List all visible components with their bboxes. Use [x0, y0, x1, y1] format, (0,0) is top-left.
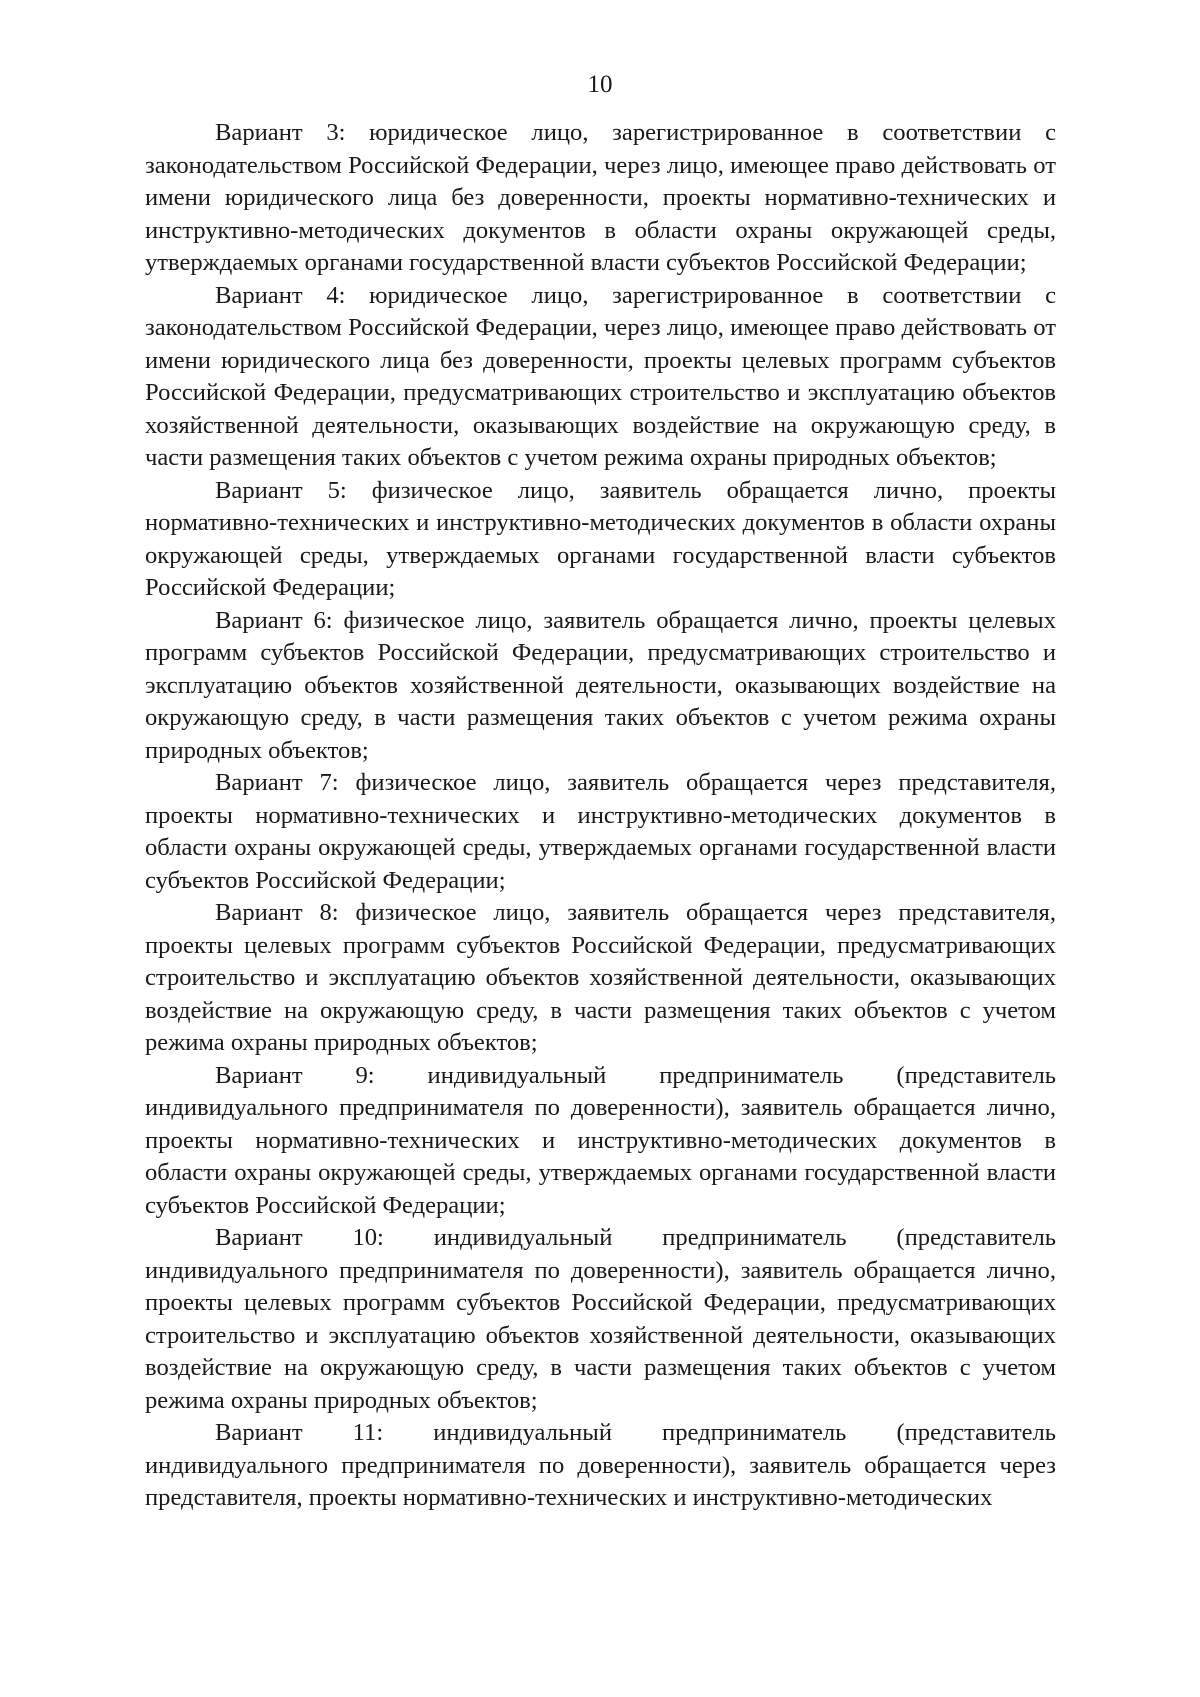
paragraph-variant-3: Вариант 3: юридическое лицо, зарегистрированное в соответствии с законодательством Российской Федерации, через лицо, имеющее право действовать от имени юридического лица без доверенности, проекты нормативно-технических и инструктивно-методических документов в области охраны окружающей среды, утверждаемых органами государственной власти субъектов Российской Федерации; [145, 119, 1056, 276]
paragraph-variant-8: Вариант 8: физическое лицо, заявитель обращается через представителя, проекты целевых программ субъектов Российской Федерации, предусматривающих строительство и эксплуатацию объектов хозяйственной деятельности, оказывающих воздействие на окружающую среду, в части размещения таких объектов с учетом режима охраны природных объектов; [145, 899, 1056, 1056]
document-body [145, 117, 1056, 1515]
paragraph-variant-6: Вариант 6: физическое лицо, заявитель обращается лично, проекты целевых программ субъектов Российской Федерации, предусматривающих строительство и эксплуатацию объектов хозяйственной деятельности, оказывающих воздействие на окружающую среду, в части размещения таких объектов с учетом режима охраны природных объектов; [145, 606, 1056, 764]
paragraph-variant-5: Вариант 5: физическое лицо, заявитель обращается лично, проекты нормативно-технических и инструктивно-методических документов в области охраны окружающей среды, утверждаемых органами государственной власти субъектов Российской Федерации; [145, 476, 1056, 601]
paragraph-variant-11: Вариант 11: индивидуальный предприниматель (представитель индивидуального предпринимателя по доверенности), заявитель обращается через представителя, проекты нормативно-технических и инструктивно-методических [145, 1419, 1056, 1511]
paragraph-variant-9: Вариант 9: индивидуальный предприниматель (представитель индивидуального предпринимателя по доверенности), заявитель обращается лично, проекты нормативно-технических и инструктивно-методических документов в области охраны окружающей среды, утверждаемых органами государственной власти субъектов Российской Федерации; [145, 1061, 1056, 1219]
paragraph-variant-7: Вариант 7: физическое лицо, заявитель обращается через представителя, проекты нормативно-технических и инструктивно-методических документов в области охраны окружающей среды, утверждаемых органами государственной власти субъектов Российской Федерации; [145, 769, 1056, 894]
paragraph-variant-10: Вариант 10: индивидуальный предприниматель (представитель индивидуального предпринимателя по доверенности), заявитель обращается лично, проекты целевых программ субъектов Российской Федерации, предусматривающих строительство и эксплуатацию объектов хозяйственной деятельности, оказывающих воздействие на окружающую среду, в части размещения таких объектов с учетом режима охраны природных объектов; [145, 1224, 1056, 1414]
paragraph-variant-4: Вариант 4: юридическое лицо, зарегистрированное в соответствии с законодательством Российской Федерации, через лицо, имеющее право действовать от имени юридического лица без доверенности, проекты целевых программ субъектов Российской Федерации, предусматривающих строительство и эксплуатацию объектов хозяйственной деятельности, оказывающих воздействие на окружающую среду, в части размещения таких объектов с учетом режима охраны природных объектов; [145, 281, 1056, 471]
page-number: 10 [587, 71, 613, 98]
